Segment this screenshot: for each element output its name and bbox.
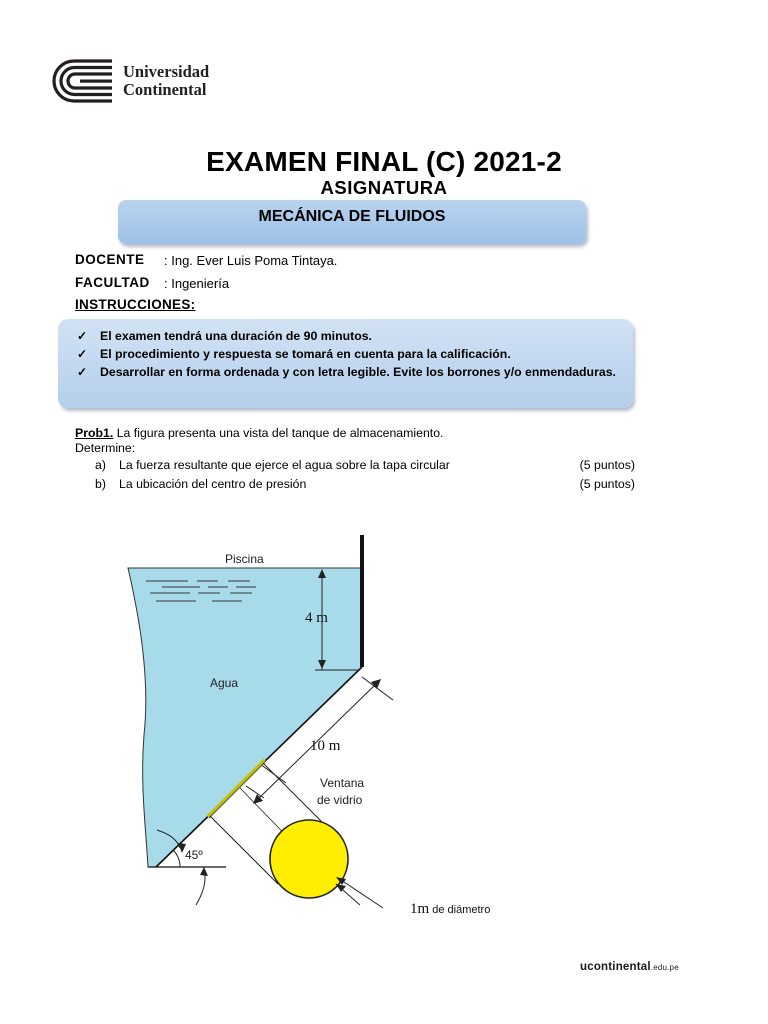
part-letter: b) (95, 477, 106, 491)
facultad-value: : Ingeniería (164, 276, 230, 291)
universidad-continental-logo-icon (50, 58, 116, 104)
tank-diagram (100, 530, 520, 930)
problem-label: Prob1. (75, 426, 114, 440)
footer-brand-name: ucontinental (580, 961, 651, 973)
footer-brand (580, 961, 679, 973)
facultad-label: FACULTAD (75, 275, 150, 290)
water-label: Agua (210, 676, 239, 690)
subject-name: MECÁNICA DE FLUIDOS (258, 208, 446, 225)
instruction-item (77, 346, 620, 363)
logo-line-2: Continental (123, 80, 207, 99)
circular-window (270, 820, 348, 898)
instructions-heading: INSTRUCCIONES: (75, 297, 196, 312)
problem-text: La figura presenta una vista del tanque de almacenamiento. (113, 426, 444, 440)
exam-title: EXAMEN FINAL (C) 2021-2 (206, 146, 562, 177)
window-label-2: de vidrio (317, 793, 363, 807)
tank-diagram-drawing (100, 530, 520, 930)
instruction-item (77, 364, 620, 381)
instruction-text: Desarrollar en forma ordenada y con letra legible. Evite los borrones y/o enmendaduras. (100, 365, 616, 379)
check-icon: ✓ (77, 365, 88, 379)
instruction-item (77, 328, 620, 345)
diameter-value: 1m (410, 901, 430, 917)
part-text: La ubicación del centro de presión (119, 477, 307, 491)
angle-label: 45º (185, 848, 203, 862)
pool-label: Piscina (225, 552, 264, 566)
part-points: (5 puntos) (579, 458, 635, 472)
part-points: (5 puntos) (579, 477, 635, 491)
university-logo (50, 58, 250, 104)
window-label-1: Ventana (320, 776, 365, 790)
check-icon: ✓ (77, 329, 88, 343)
footer-domain: .edu.pe (650, 963, 679, 972)
depth-label: 4 m (305, 610, 328, 626)
check-icon: ✓ (77, 347, 88, 361)
diameter-label (410, 901, 490, 918)
diameter-text: de diámetro (429, 904, 491, 916)
logo-line-1: Universidad (123, 62, 210, 81)
instruction-text: El procedimiento y respuesta se tomará en cuenta para la calificación. (100, 347, 511, 361)
instruction-text: El examen tendrá una duración de 90 minutos. (100, 329, 372, 343)
problem-statement (75, 426, 443, 440)
subject-heading: ASIGNATURA (320, 177, 448, 198)
length-label: 10 m (310, 738, 341, 754)
docente-value: : Ing. Ever Luis Poma Tintaya. (164, 253, 338, 268)
part-text: La fuerza resultante que ejerce el agua sobre la tapa circular (119, 458, 450, 472)
part-letter: a) (95, 458, 106, 472)
determine-label: Determine: (75, 441, 136, 455)
docente-label: DOCENTE (75, 252, 145, 267)
